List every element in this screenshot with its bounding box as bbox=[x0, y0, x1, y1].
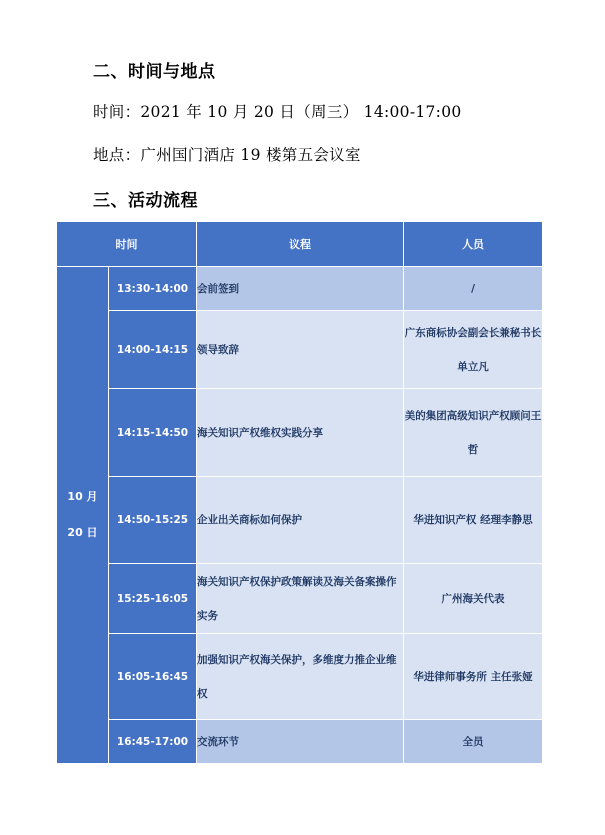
time-cell: 16:05-16:45 bbox=[109, 634, 197, 720]
people-cell: 华进律师事务所 主任张娅 bbox=[404, 634, 543, 720]
time-cell: 14:00-14:15 bbox=[109, 311, 197, 389]
people-cell: / bbox=[404, 267, 543, 311]
table-row bbox=[57, 634, 543, 720]
time-cell: 14:15-14:50 bbox=[109, 389, 197, 477]
agenda-cell: 企业出关商标如何保护 bbox=[197, 477, 404, 564]
people-cell: 华进知识产权 经理李静思 bbox=[404, 477, 543, 564]
header-agenda: 议程 bbox=[197, 222, 404, 267]
date-cell bbox=[57, 267, 109, 764]
table-row bbox=[57, 389, 543, 477]
table-row bbox=[57, 311, 543, 389]
agenda-cell: 交流环节 bbox=[197, 720, 404, 764]
agenda-cell: 海关知识产权保护政策解读及海关备案操作实务 bbox=[197, 564, 404, 634]
agenda-cell: 海关知识产权维权实践分享 bbox=[197, 389, 404, 477]
header-people: 人员 bbox=[404, 222, 543, 267]
table-row bbox=[57, 267, 543, 311]
date-day: 20 日 bbox=[67, 526, 98, 539]
agenda-table bbox=[56, 221, 543, 764]
table-row bbox=[57, 720, 543, 764]
people-cell: 广东商标协会副会长兼秘书长 单立凡 bbox=[404, 311, 543, 389]
table-row bbox=[57, 564, 543, 634]
people-cell: 美的集团高级知识产权顾问王哲 bbox=[404, 389, 543, 477]
time-cell: 16:45-17:00 bbox=[109, 720, 197, 764]
time-cell: 14:50-15:25 bbox=[109, 477, 197, 564]
section-heading-time-place: 二、时间与地点 bbox=[93, 62, 216, 82]
agenda-cell: 领导致辞 bbox=[197, 311, 404, 389]
time-cell: 15:25-16:05 bbox=[109, 564, 197, 634]
date-month: 10 月 bbox=[67, 490, 98, 503]
section-heading-agenda: 三、活动流程 bbox=[93, 191, 198, 211]
people-cell: 全员 bbox=[404, 720, 543, 764]
table-header-row bbox=[57, 222, 543, 267]
agenda-cell: 会前签到 bbox=[197, 267, 404, 311]
time-line: 时间：2021 年 10 月 20 日（周三） 14:00-17:00 bbox=[93, 103, 462, 121]
agenda-cell: 加强知识产权海关保护，多维度力推企业维权 bbox=[197, 634, 404, 720]
header-time: 时间 bbox=[57, 222, 197, 267]
people-cell: 广州海关代表 bbox=[404, 564, 543, 634]
time-cell: 13:30-14:00 bbox=[109, 267, 197, 311]
place-line: 地点：广州国门酒店 19 楼第五会议室 bbox=[93, 146, 361, 164]
table-row bbox=[57, 477, 543, 564]
